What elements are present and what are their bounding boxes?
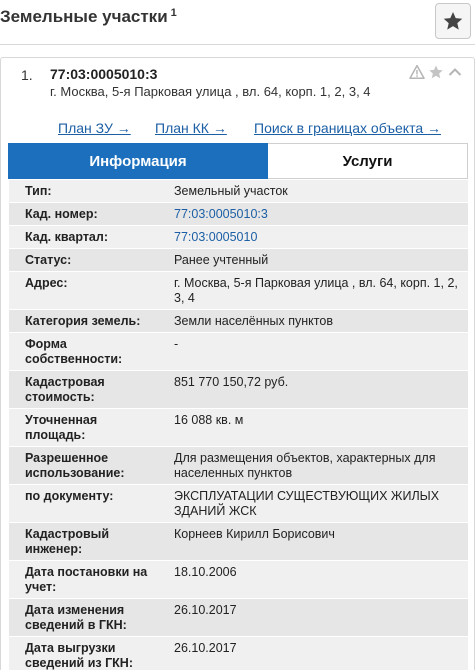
info-row <box>9 333 468 371</box>
info-row <box>9 447 468 485</box>
info-row <box>9 371 468 409</box>
item-links <box>58 120 470 138</box>
info-row <box>9 180 468 203</box>
info-row-value: 851 770 150,72 руб. <box>174 375 289 389</box>
info-row-label: Статус: <box>25 253 72 267</box>
info-row-label: Форма собственности: <box>25 337 123 366</box>
info-row-label: Кад. номер: <box>25 207 98 221</box>
info-row-label: Кад. квартал: <box>25 230 108 244</box>
star-icon <box>442 10 464 32</box>
info-row <box>9 272 468 310</box>
item-number: 1. <box>21 67 33 83</box>
info-row-value: Земельный участок <box>174 184 288 198</box>
info-row-label: Дата изменения сведений в ГКН: <box>25 603 127 632</box>
info-row <box>9 226 468 249</box>
info-row <box>9 409 468 447</box>
info-row-label: Дата выгрузки сведений из ГКН: <box>25 641 133 670</box>
info-row-label: Уточненная площадь: <box>25 413 98 442</box>
item-address: г. Москва, 5-я Парковая улица , вл. 64, корп. 1, 2, 3, 4 <box>50 84 371 99</box>
tab-bar <box>8 143 468 179</box>
info-row-value: Для размещения объектов, характерных для населенных пунктов <box>174 451 436 480</box>
info-row-label: Адрес: <box>25 276 68 290</box>
chevron-up-icon[interactable] <box>447 64 463 80</box>
info-table <box>9 180 468 670</box>
info-row-label: Разрешенное использование: <box>25 451 125 480</box>
info-row-value: Земли населённых пунктов <box>174 314 333 328</box>
warning-icon[interactable] <box>409 64 425 80</box>
star-outline-icon[interactable] <box>428 64 444 80</box>
plan-kk-link[interactable]: План КК → <box>155 120 227 136</box>
tab-services[interactable]: Услуги <box>268 143 468 179</box>
info-row-value: 26.10.2017 <box>174 603 237 617</box>
info-row-label: Тип: <box>25 184 52 198</box>
page-title-text: Земельные участки <box>0 7 168 26</box>
info-row-value: Ранее учтенный <box>174 253 269 267</box>
favorite-button[interactable] <box>435 3 471 39</box>
info-row <box>9 310 468 333</box>
info-row <box>9 523 468 561</box>
tab-info[interactable]: Информация <box>8 143 268 179</box>
info-row <box>9 561 468 599</box>
page-title <box>0 7 177 27</box>
plan-zu-link[interactable]: План ЗУ → <box>58 120 131 136</box>
info-row <box>9 599 468 637</box>
header <box>0 0 475 45</box>
info-row-value: 26.10.2017 <box>174 641 237 655</box>
info-row-value: 16 088 кв. м <box>174 413 244 427</box>
info-row-value-link[interactable]: 77:03:0005010 <box>174 230 258 244</box>
info-row-value: Корнеев Кирилл Борисович <box>174 527 335 541</box>
info-row-label: Кадастровая стоимость: <box>25 375 105 404</box>
info-row-value: ЭКСПЛУАТАЦИИ СУЩЕСТВУЮЩИХ ЖИЛЫХ ЗДАНИЙ ЖСК <box>174 489 440 518</box>
info-row <box>9 637 468 670</box>
parcel-card <box>0 57 475 670</box>
item-cad-number: 77:03:0005010:3 <box>50 66 158 82</box>
info-row <box>9 249 468 272</box>
title-footnote: 1 <box>170 7 177 19</box>
info-row-value: 18.10.2006 <box>174 565 237 579</box>
info-row <box>9 203 468 226</box>
info-row-label: по документу: <box>25 489 114 503</box>
info-row-label: Категория земель: <box>25 314 141 328</box>
info-row <box>9 485 468 523</box>
info-row-value: - <box>174 337 179 351</box>
search-in-bounds-link[interactable]: Поиск в границах объекта → <box>254 120 442 136</box>
info-row-label: Дата постановки на учет: <box>25 565 148 594</box>
info-row-value-link[interactable]: 77:03:0005010:3 <box>174 207 268 221</box>
info-row-value: г. Москва, 5-я Парковая улица , вл. 64, корп. 1, 2, 3, 4 <box>174 276 458 305</box>
info-row-label: Кадастровый инженер: <box>25 527 110 556</box>
card-actions <box>409 64 463 80</box>
